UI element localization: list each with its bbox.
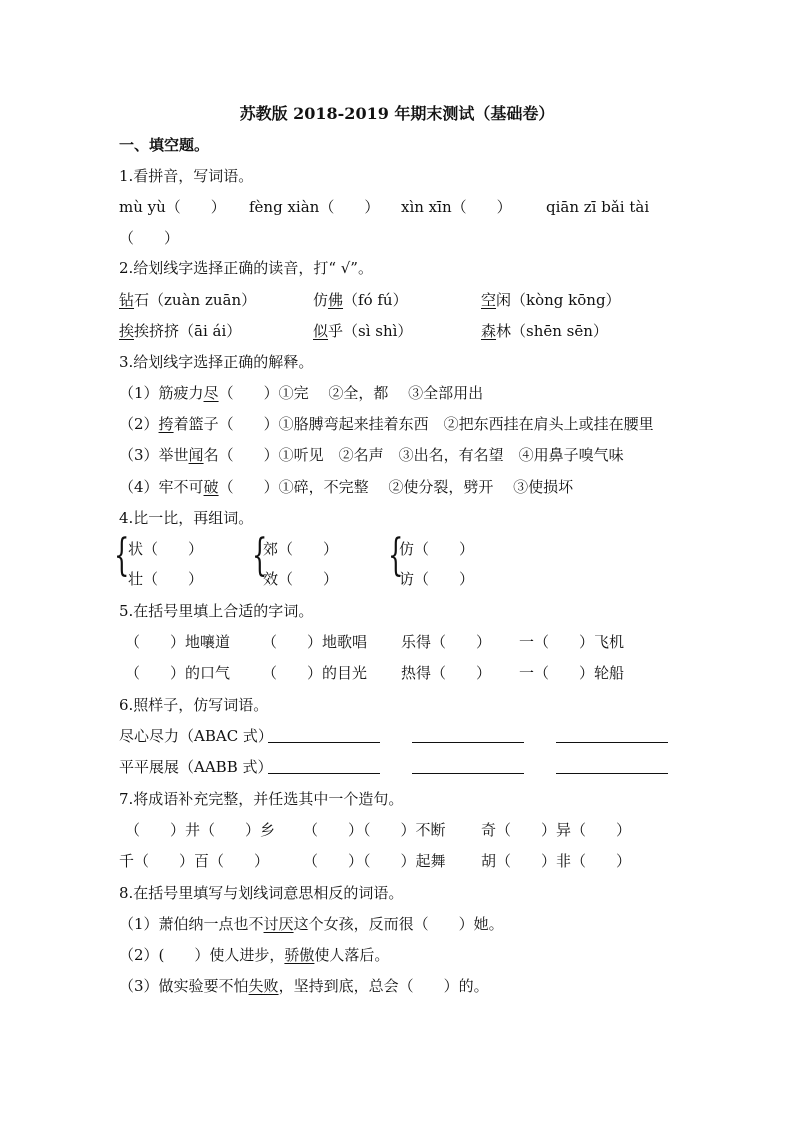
compare-word: 仿（ ）	[399, 540, 475, 558]
reading-option: 空闲（kòng kōng）	[481, 291, 621, 309]
compare-word: 壮（ ）	[128, 570, 204, 588]
idiom-item: （ ）（ ）起舞	[303, 852, 446, 870]
question-1-stem: 1.看拼音，写词语。	[119, 167, 254, 185]
idiom-item: 千（ ）百（ ）	[119, 852, 270, 870]
question-7-stem: 7.将成语补充完整，并任选其中一个造句。	[119, 790, 404, 808]
question-6-stem: 6.照样子，仿写词语。	[119, 696, 269, 714]
fill-phrase: 一（ ）飞机	[519, 633, 625, 651]
reading-option: 钻石（zuàn zuān）	[119, 291, 257, 309]
fill-phrase: （ ）的口气	[125, 664, 231, 682]
question-3-stem: 3.给划线字选择正确的解释。	[119, 353, 314, 371]
compare-word: 效（ ）	[263, 570, 339, 588]
reading-option: 森林（shēn sēn）	[481, 322, 608, 340]
pinyin-item-paren: （ ）	[119, 229, 180, 247]
section-heading: 一、填空题。	[119, 136, 210, 154]
fill-phrase: （ ）地嚷道	[125, 633, 231, 651]
answer-blank[interactable]	[268, 742, 380, 743]
fill-phrase: 热得（ ）	[401, 664, 492, 682]
reading-option: 挨挨挤挤（āi ái）	[119, 322, 242, 340]
pinyin-item: fèng xiàn（ ）	[249, 198, 380, 216]
question-2-stem: 2.给划线字选择正确的读音，打“ √”。	[119, 259, 373, 277]
brace-icon: {	[114, 530, 130, 581]
fill-phrase: 一（ ）轮船	[519, 664, 625, 682]
idiom-item: 胡（ ）非（ ）	[481, 852, 632, 870]
answer-blank[interactable]	[412, 742, 524, 743]
fill-phrase: 乐得（ ）	[401, 633, 492, 651]
brace-icon: {	[252, 530, 268, 581]
idiom-item: （ ）井（ ）乡	[125, 821, 276, 839]
question-5-stem: 5.在括号里填上合适的字词。	[119, 602, 314, 620]
meaning-row: （1）筋疲力尽（ ）①完 ②全，都 ③全部用出	[119, 384, 484, 402]
meaning-row: （4）牢不可破（ ）①碎，不完整 ②使分裂，劈开 ③使损坏	[119, 478, 574, 496]
idiom-item: （ ）（ ）不断	[303, 821, 446, 839]
pattern-label: 平平展展（AABB 式）	[119, 758, 273, 776]
idiom-item: 奇（ ）异（ ）	[481, 821, 632, 839]
reading-option: 仿佛（fó fú）	[313, 291, 408, 309]
antonym-row: （2）( ）使人进步，骄傲使人落后。	[119, 946, 390, 964]
pinyin-item: qiān zī bǎi tài	[546, 198, 650, 216]
reading-option: 似乎（sì shì）	[313, 322, 413, 340]
answer-blank[interactable]	[412, 773, 524, 774]
antonym-row: （3）做实验要不怕失败，坚持到底，总会（ ）的。	[119, 977, 489, 995]
fill-phrase: （ ）地歌唱	[262, 633, 368, 651]
pinyin-item: mù yù（ ）	[119, 198, 226, 216]
compare-word: 郊（ ）	[263, 540, 339, 558]
answer-blank[interactable]	[556, 742, 668, 743]
meaning-row: （2）挎着篮子（ ）①胳膊弯起来挂着东西 ②把东西挂在肩头上或挂在腰里	[119, 415, 654, 433]
antonym-row: （1）萧伯纳一点也不讨厌这个女孩，反而很（ ）她。	[119, 915, 504, 933]
answer-blank[interactable]	[268, 773, 380, 774]
fill-phrase: （ ）的目光	[262, 664, 368, 682]
page-title: 苏教版 2018-2019 年期末测试（基础卷）	[239, 104, 555, 123]
question-8-stem: 8.在括号里填写与划线词意思相反的词语。	[119, 884, 404, 902]
answer-blank[interactable]	[556, 773, 668, 774]
pinyin-item: xìn xīn（ ）	[401, 198, 512, 216]
compare-word: 访（ ）	[399, 570, 475, 588]
meaning-row: （3）举世闻名（ ）①听见 ②名声 ③出名，有名望 ④用鼻子嗅气味	[119, 446, 624, 464]
pattern-label: 尽心尽力（ABAC 式）	[119, 727, 273, 745]
brace-icon: {	[388, 530, 404, 581]
compare-word: 状（ ）	[128, 540, 204, 558]
question-4-stem: 4.比一比，再组词。	[119, 509, 254, 527]
